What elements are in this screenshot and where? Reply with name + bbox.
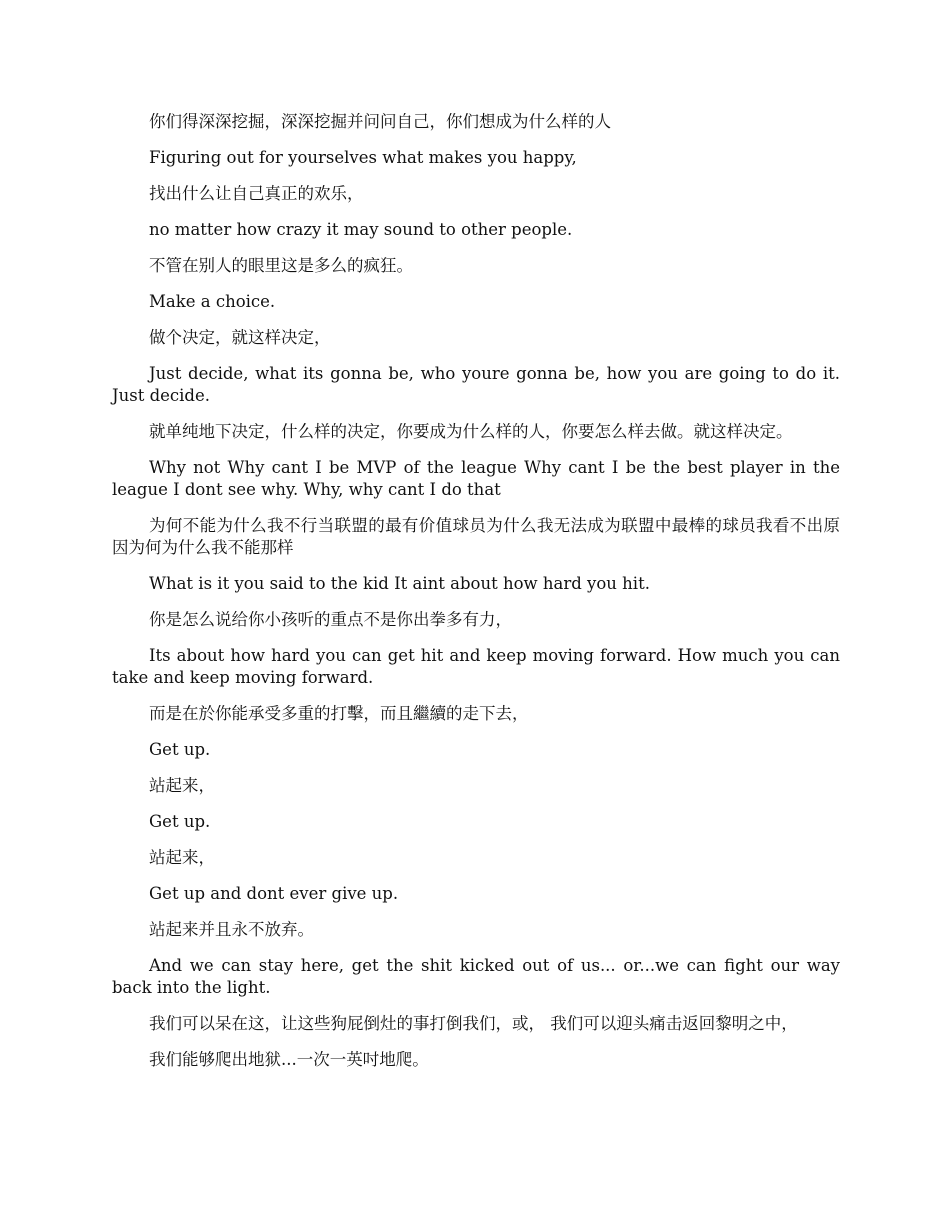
- paragraph: Figuring out for yourselves what makes you happy,: [149, 148, 577, 167]
- paragraph: Why not Why cant I be MVP of the league Why cant I be the best player in the league I dont see why. Why, why cant I do that: [112, 458, 840, 499]
- paragraph: 站起来，: [149, 848, 215, 867]
- paragraph: 做个决定，就这样决定，: [149, 328, 331, 347]
- paragraph: And we can stay here, get the shit kicked out of us... or...we can fight our way back into the light.: [112, 956, 840, 997]
- paragraph: Its about how hard you can get hit and keep moving forward. How much you can take and keep moving forward.: [112, 646, 840, 687]
- paragraph: 你们得深深挖掘，深深挖掘并问问自己，你们想成为什么样的人: [149, 112, 611, 131]
- paragraph: Get up.: [149, 740, 211, 759]
- paragraph: 你是怎么说给你小孩听的重点不是你出拳多有力，: [149, 610, 512, 629]
- paragraph: 为何不能为什么我不行当联盟的最有价值球员为什么我无法成为联盟中最棒的球员我看不出原因为何为什么我不能那样: [112, 516, 840, 557]
- paragraph: Just decide, what its gonna be, who youre gonna be, how you are going to do it. Just decide.: [112, 364, 840, 405]
- document-page: [112, 111, 840, 1085]
- paragraph: 而是在於你能承受多重的打擊，而且繼續的走下去，: [149, 704, 529, 723]
- paragraph: 不管在别人的眼里这是多么的疯狂。: [149, 256, 413, 275]
- paragraph: 站起来并且永不放弃。: [149, 920, 314, 939]
- paragraph: 站起来，: [149, 776, 215, 795]
- paragraph: 我们能够爬出地狱...一次一英吋地爬。: [149, 1050, 429, 1069]
- paragraph: Make a choice.: [149, 292, 276, 311]
- paragraph: 就单纯地下决定，什么样的决定，你要成为什么样的人，你要怎么样去做。就这样决定。: [149, 422, 793, 441]
- paragraph: no matter how crazy it may sound to other people.: [149, 220, 573, 239]
- paragraph: 我们可以呆在这，让这些狗屁倒灶的事打倒我们，或， 我们可以迎头痛击返回黎明之中，: [149, 1014, 798, 1033]
- paragraph: 找出什么让自己真正的欢乐，: [149, 184, 364, 203]
- paragraph: Get up.: [149, 812, 211, 831]
- paragraph: What is it you said to the kid It aint about how hard you hit.: [149, 574, 650, 593]
- paragraph: Get up and dont ever give up.: [149, 884, 399, 903]
